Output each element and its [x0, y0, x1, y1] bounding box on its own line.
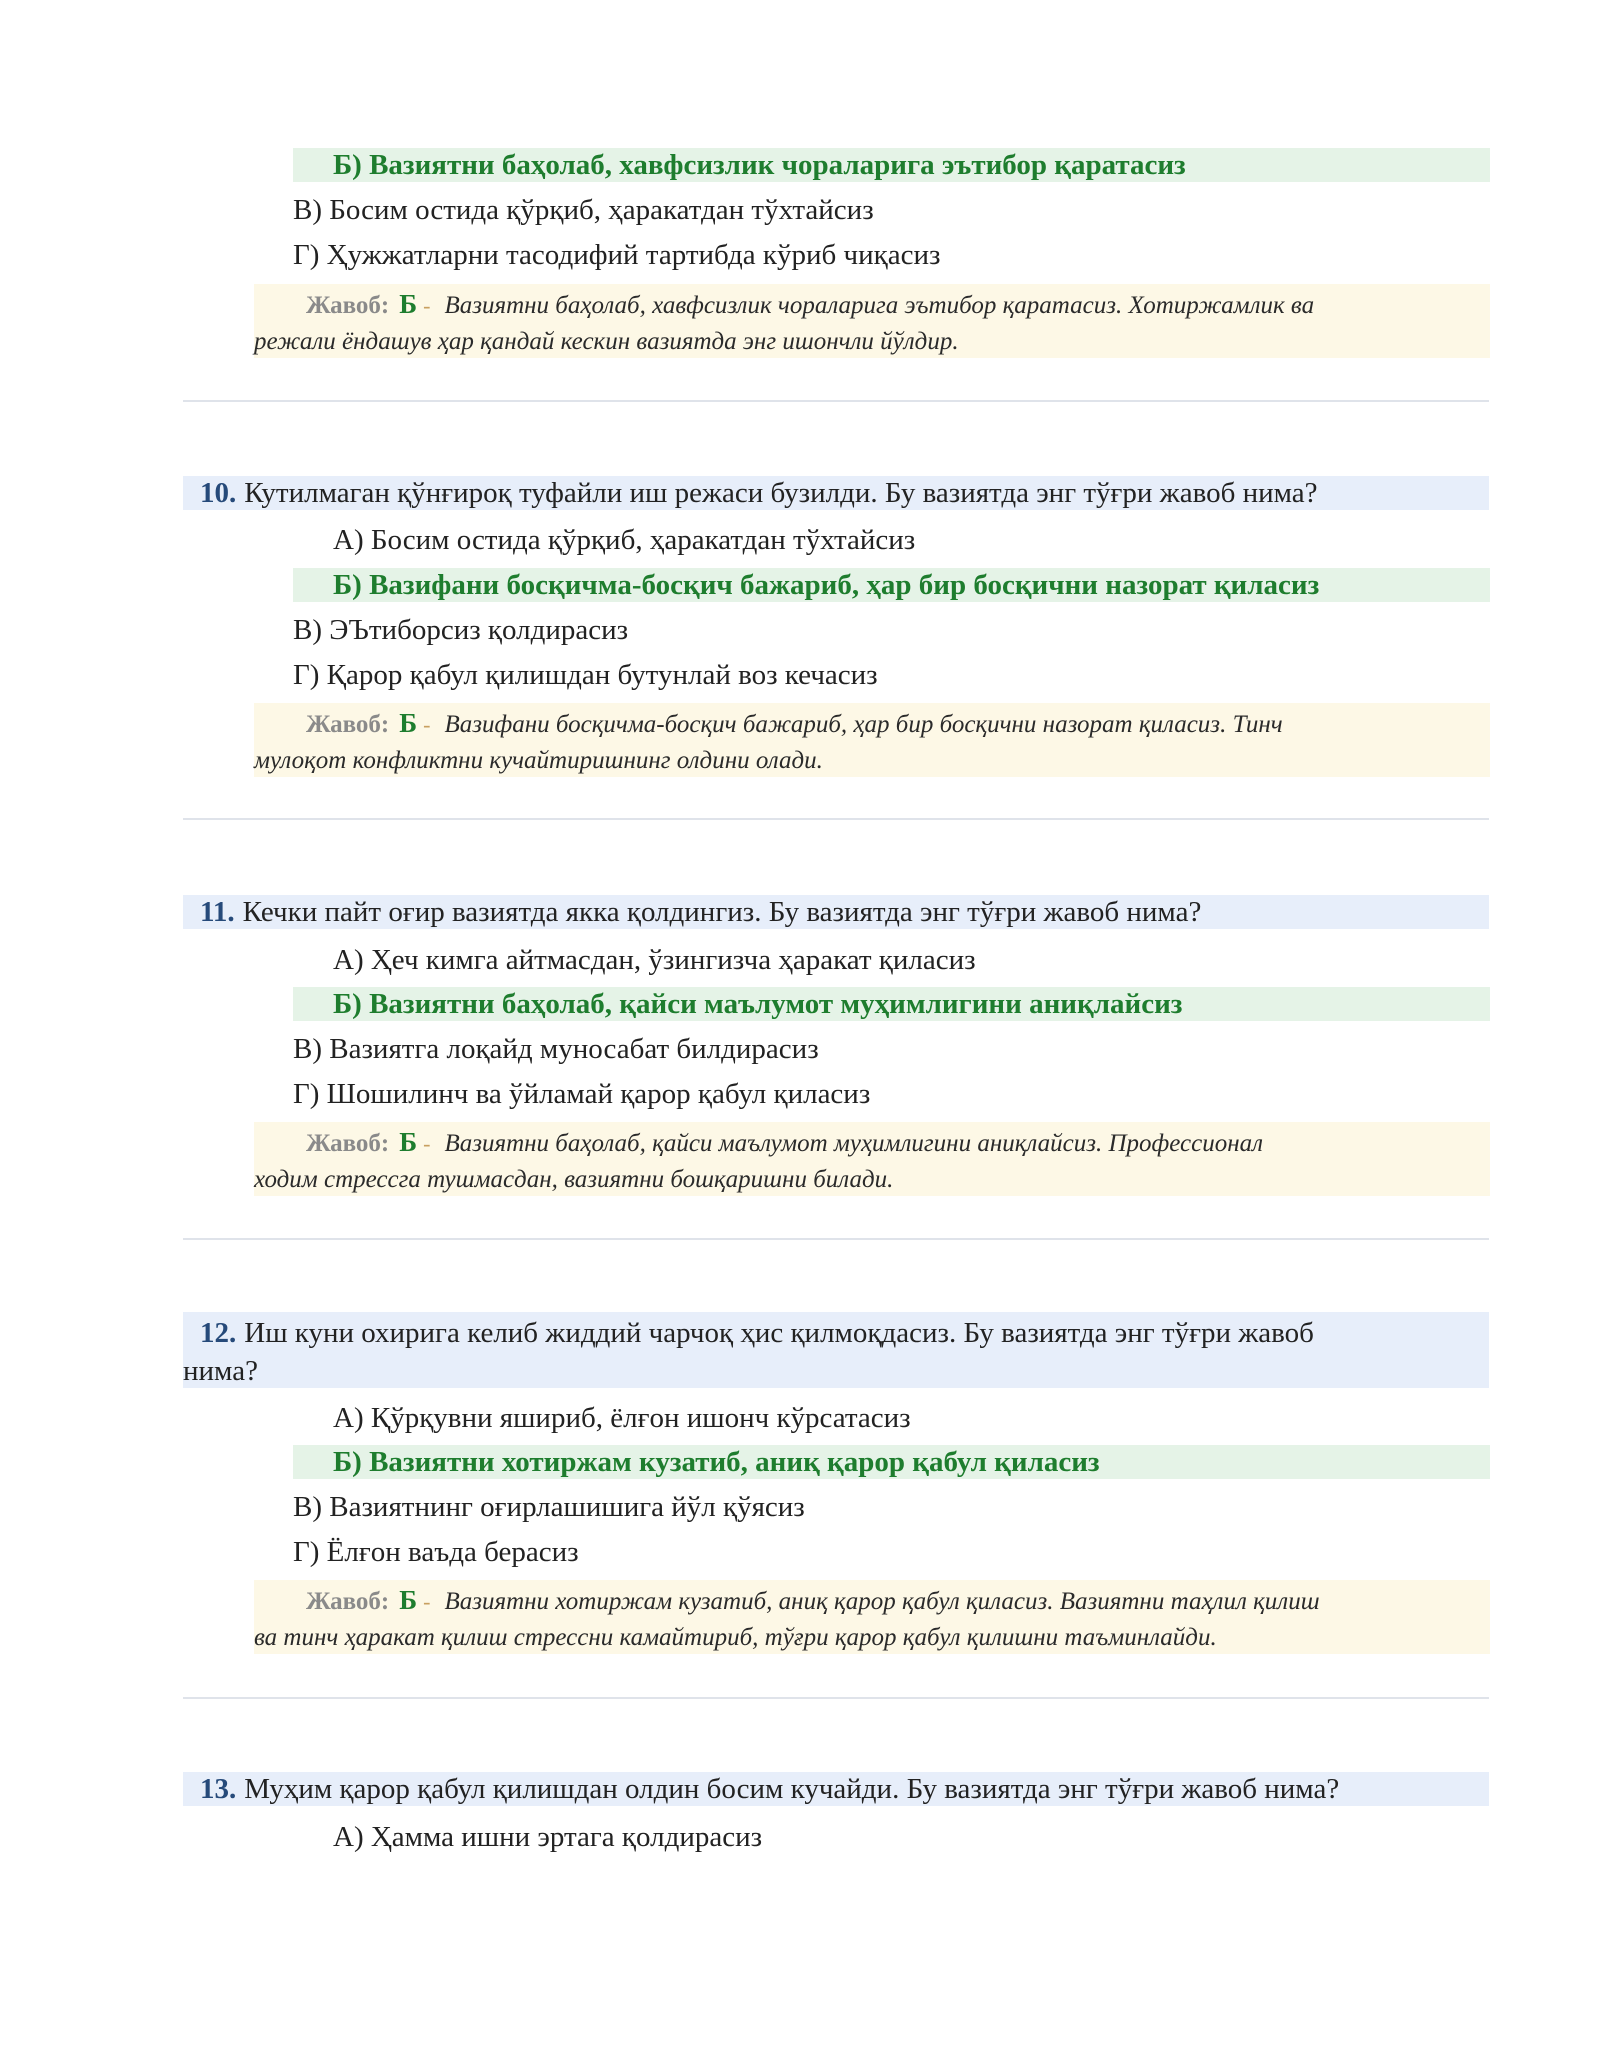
- separator: [183, 400, 1489, 402]
- answer-text-line2: режали ёндашув ҳар қандай кескин вазиятда энг ишончли йўлдир.: [254, 328, 959, 355]
- separator: [183, 1697, 1489, 1699]
- question-12-heading: [183, 1312, 1489, 1388]
- option-a: А) Қўрқувни яшириб, ёлғон ишонч кўрсатасиз: [333, 1402, 911, 1434]
- option-g: Г) Шошилинч ва ўйламай қарор қабул қиласиз: [293, 1078, 871, 1110]
- question-number: 11.: [200, 896, 235, 928]
- option-v: В) Вазиятнинг оғирлашишига йўл қўясиз: [293, 1491, 805, 1523]
- question-number: 10.: [200, 477, 237, 509]
- option-v: В) Вазиятга лоқайд муносабат билдирасиз: [293, 1033, 819, 1065]
- option-g: Г) Қарор қабул қилишдан бутунлай воз кечасиз: [293, 659, 878, 691]
- question-10-heading: [183, 476, 1489, 510]
- answer-text-line2: ва тинч ҳаракат қилиш стрессни камайтириб, тўғри қарор қабул қилишни таъминлайди.: [254, 1624, 1217, 1651]
- option-v: В) Босим остида қўрқиб, ҳаракатдан тўхтайсиз: [293, 194, 874, 226]
- answer-text-line1: Вазиятни баҳолаб, хавфсизлик чораларига эътибор қаратасиз. Хотиржамлик ва: [444, 292, 1315, 319]
- option-a: А) Ҳамма ишни эртага қолдирасиз: [333, 1821, 763, 1853]
- answer-text-line1: Вазифани босқичма-босқич бажариб, ҳар бир босқични назорат қиласиз. Тинч: [444, 711, 1283, 738]
- question-number: 12.: [200, 1317, 237, 1349]
- answer-label: Жавоб:: [306, 711, 390, 738]
- answer-box: [254, 1122, 1490, 1196]
- answer-box: [254, 1580, 1490, 1654]
- answer-dash: -: [423, 293, 431, 318]
- answer-letter: Б: [399, 708, 418, 738]
- answer-label: Жавоб:: [306, 1130, 390, 1157]
- answer-label: Жавоб:: [306, 292, 390, 319]
- separator: [183, 818, 1489, 820]
- answer-dash: -: [423, 712, 431, 737]
- answer-text-line1: Вазиятни баҳолаб, қайси маълумот муҳимлигини аниқлайсиз. Профессионал: [444, 1130, 1264, 1157]
- question-text-line1: Иш куни охирига келиб жиддий чарчоқ ҳис қилмоқдасиз. Бу вазиятда энг тўғри жавоб: [244, 1317, 1314, 1349]
- option-g: Г) Ёлғон ваъда берасиз: [293, 1536, 579, 1568]
- option-v: В) ЭЪтиборсиз қолдирасиз: [293, 614, 629, 646]
- answer-text-line1: Вазиятни хотиржам кузатиб, аниқ қарор қабул қиласиз. Вазиятни таҳлил қилиш: [444, 1588, 1320, 1615]
- answer-letter: Б: [399, 1585, 418, 1615]
- option-g: Г) Ҳужжатларни тасодифий тартибда кўриб чиқасиз: [293, 239, 941, 271]
- answer-label: Жавоб:: [306, 1588, 390, 1615]
- question-text: Кечки пайт оғир вазиятда якка қолдингиз. Бу вазиятда энг тўғри жавоб нима?: [242, 896, 1202, 928]
- correct-option: Б) Вазиятни баҳолаб, қайси маълумот муҳимлигини аниқлайсиз: [293, 987, 1490, 1021]
- question-text: Муҳим қарор қабул қилишдан олдин босим кучайди. Бу вазиятда энг тўғри жавоб нима?: [244, 1773, 1340, 1805]
- answer-text-line2: ходим стрессга тушмасдан, вазиятни бошқаришни билади.: [254, 1166, 894, 1193]
- answer-dash: -: [423, 1589, 431, 1614]
- option-a: А) Босим остида қўрқиб, ҳаракатдан тўхтайсиз: [333, 524, 916, 556]
- answer-letter: Б: [399, 1127, 418, 1157]
- answer-box: [254, 703, 1490, 777]
- question-11-heading: [183, 895, 1489, 929]
- question-text: Кутилмаган қўнғироқ туфайли иш режаси бузилди. Бу вазиятда энг тўғри жавоб нима?: [244, 477, 1318, 509]
- question-number: 13.: [200, 1773, 237, 1805]
- correct-option: Б) Вазифани босқичма-босқич бажариб, ҳар бир босқични назорат қиласиз: [293, 568, 1490, 602]
- answer-letter: Б: [399, 289, 418, 319]
- separator: [183, 1238, 1489, 1240]
- correct-option: Б) Вазиятни хотиржам кузатиб, аниқ қарор қабул қиласиз: [293, 1445, 1490, 1479]
- correct-option: Б) Вазиятни баҳолаб, хавфсизлик чораларига эътибор қаратасиз: [293, 148, 1490, 182]
- question-13-heading: [183, 1772, 1489, 1806]
- answer-text-line2: мулоқот конфликтни кучайтиришнинг олдини олади.: [254, 747, 823, 774]
- question-text-line2: нима?: [183, 1355, 258, 1387]
- answer-dash: -: [423, 1131, 431, 1156]
- answer-box: [254, 284, 1490, 358]
- option-a: А) Ҳеч кимга айтмасдан, ўзингизча ҳаракат қиласиз: [333, 944, 976, 976]
